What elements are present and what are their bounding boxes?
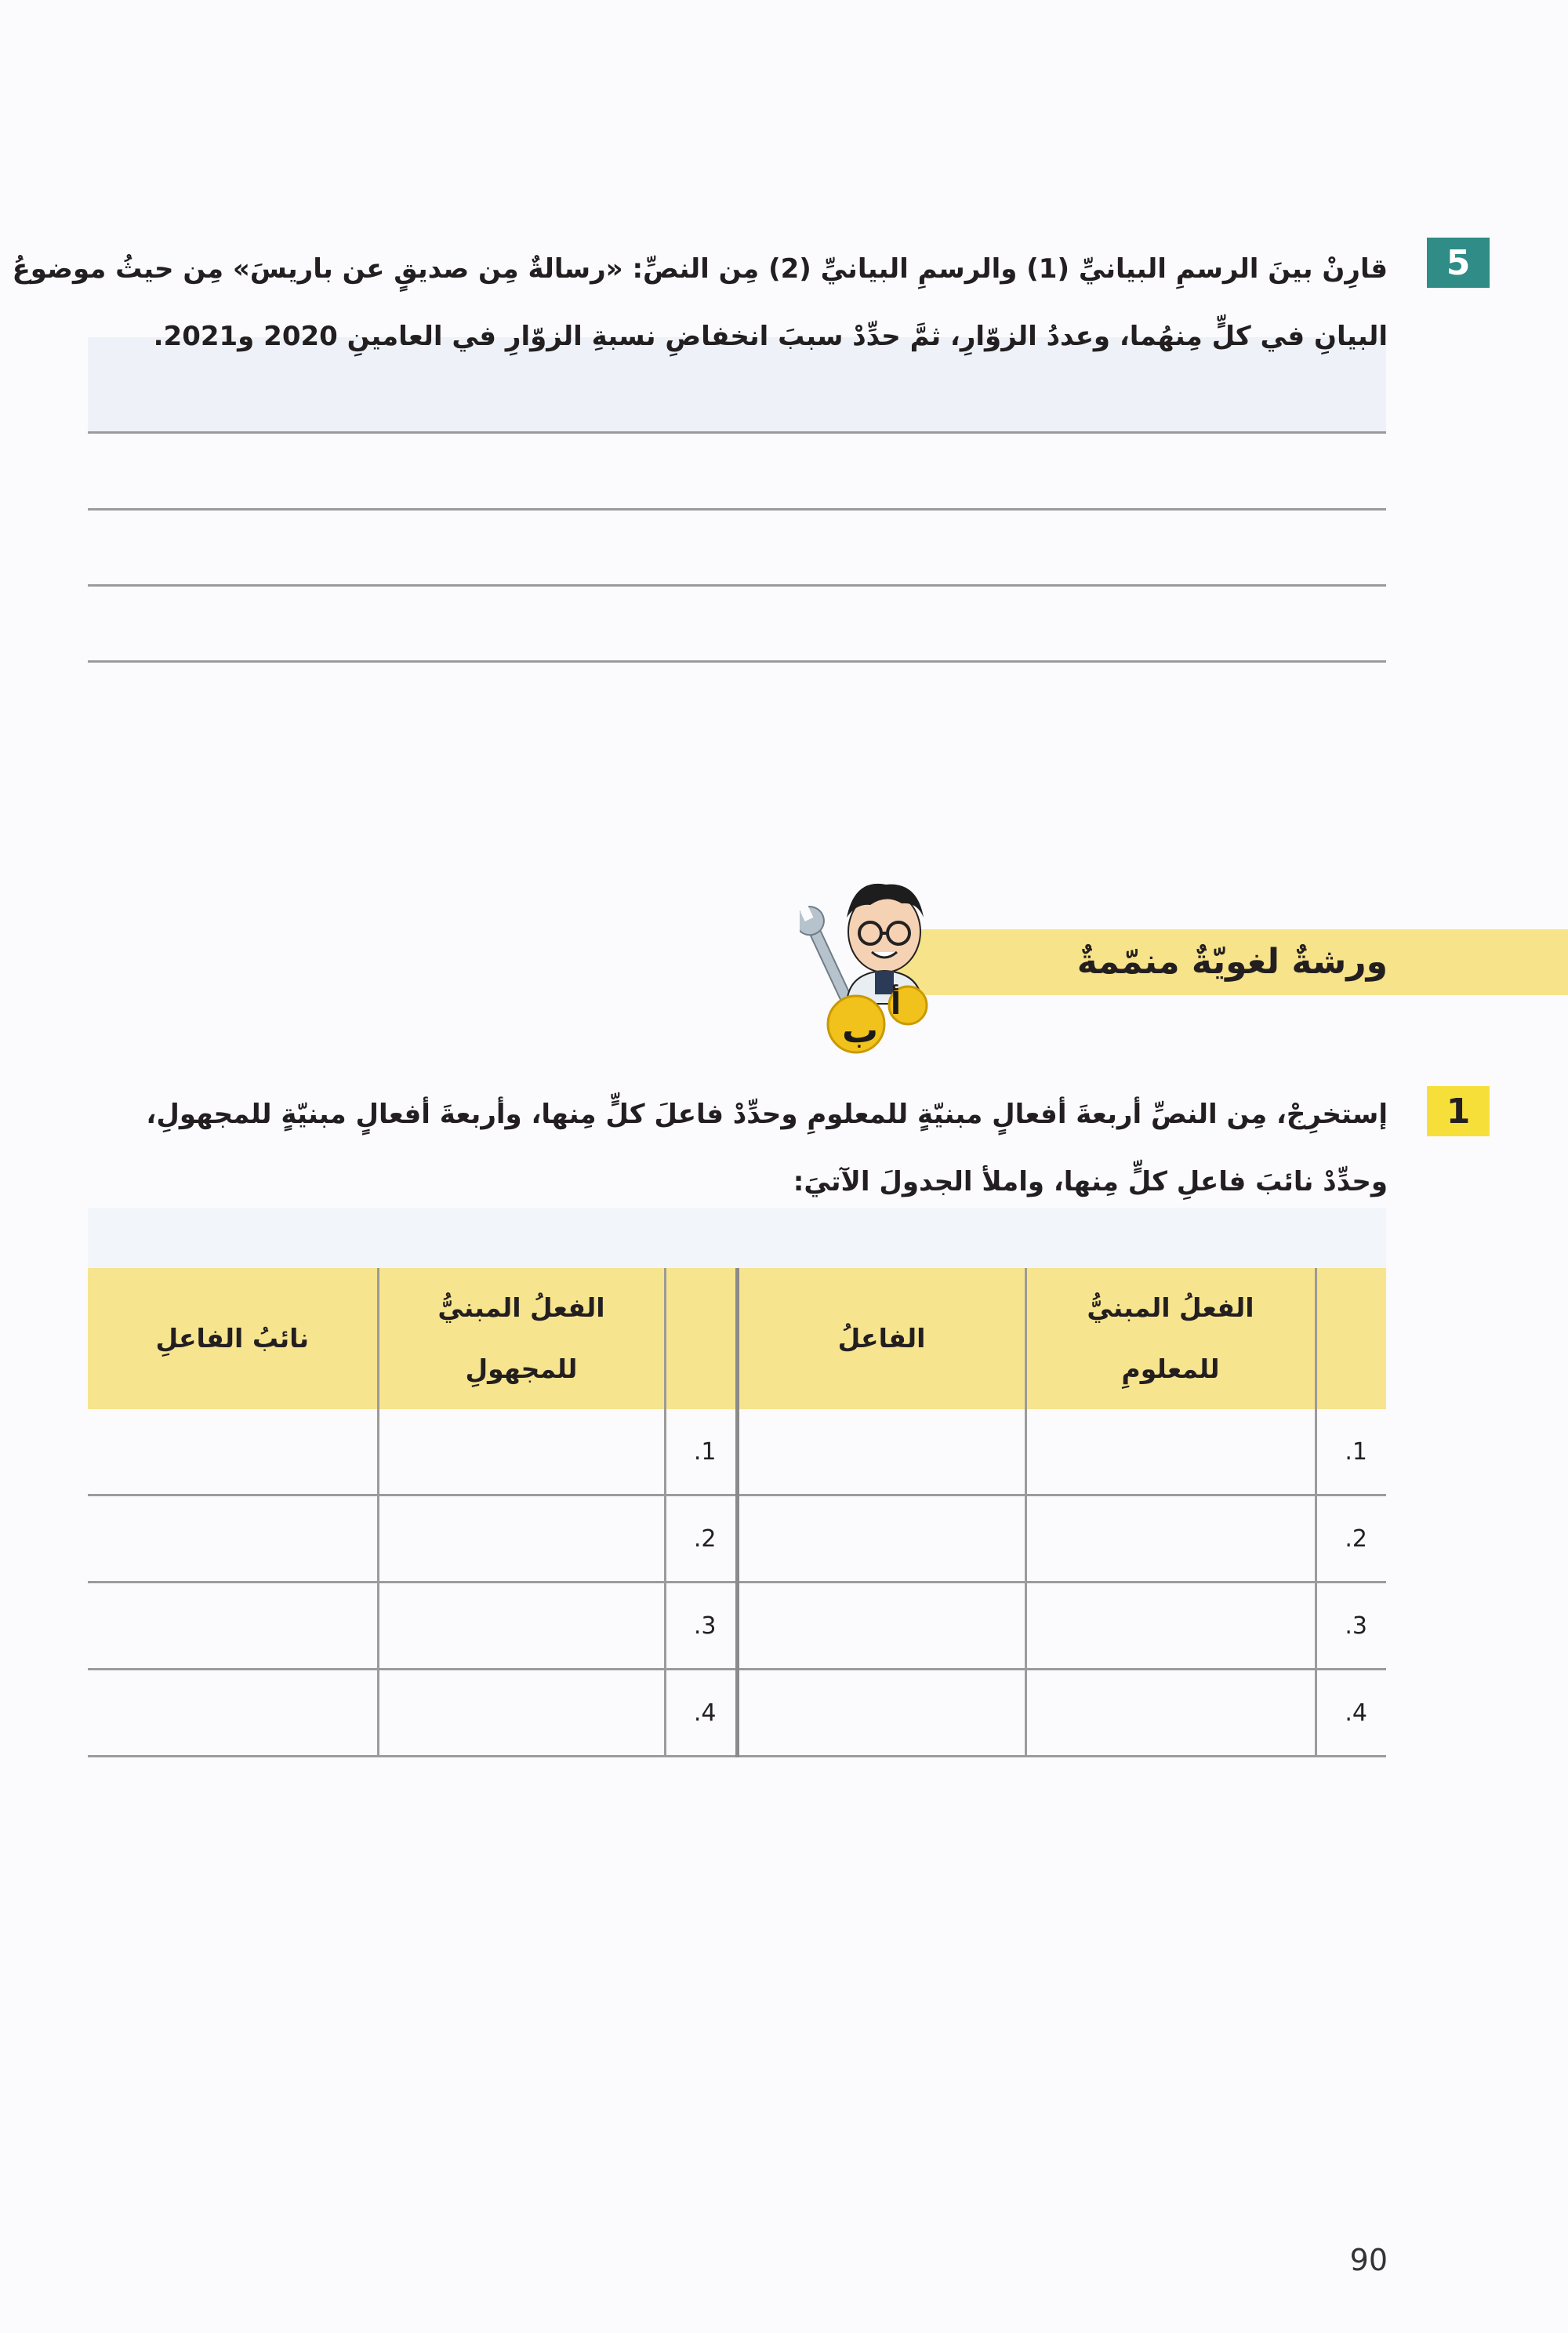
row-number-right: 4. — [1316, 1670, 1386, 1757]
header-passive-verb-line-2: للمجهولِ — [465, 1354, 578, 1384]
mascot-letter-ba: ب — [842, 1008, 879, 1051]
header-deputy-subject-label: نائبُ الفاعلِ — [155, 1323, 309, 1354]
answer-line — [88, 584, 1386, 587]
answer-line — [88, 431, 1386, 434]
row-number-right: 2. — [1316, 1495, 1386, 1583]
table-row — [88, 1409, 1386, 1495]
deputy-subject-cell[interactable] — [88, 1495, 378, 1583]
header-subject-label: الفاعلُ — [837, 1323, 926, 1354]
header-subject — [737, 1268, 1025, 1409]
table-row — [88, 1583, 1386, 1670]
header-number-cell — [665, 1268, 737, 1409]
row-number-left: 4. — [665, 1670, 737, 1757]
active-verb-cell[interactable] — [1025, 1670, 1316, 1757]
exercise-5-badge — [1427, 238, 1490, 288]
header-deputy-subject — [88, 1268, 378, 1409]
row-number-left: 1. — [665, 1409, 737, 1495]
active-verb-cell[interactable] — [1025, 1409, 1316, 1495]
exercise-5-line-1: قارِنْ بينَ الرسمِ البيانيِّ (1) والرسمِ البيانيِّ (2) مِن النصِّ: «رسالةٌ مِن صديقٍ عن باريسَ» مِن حيثُ موضوعُ — [12, 253, 1388, 285]
answer-line — [88, 660, 1386, 663]
bleed-through-block — [88, 1208, 1386, 1270]
row-number-left: 2. — [665, 1495, 737, 1583]
subject-cell[interactable] — [737, 1583, 1025, 1670]
workshop-title: ورشةٌ لغويّةٌ منمّمةٌ — [1076, 942, 1388, 982]
deputy-subject-cell[interactable] — [88, 1583, 378, 1670]
exercise-1-line-2: وحدِّدْ نائبَ فاعلِ كلٍّ مِنها، واملأ الجدولَ الآتيَ: — [793, 1166, 1388, 1197]
passive-verb-cell[interactable] — [378, 1409, 665, 1495]
exercise-1-question — [118, 1081, 1388, 1216]
header-passive-verb-line-1: الفعلُ المبنيُّ — [437, 1292, 605, 1323]
passive-verb-cell[interactable] — [378, 1670, 665, 1757]
row-number-left: 3. — [665, 1583, 737, 1670]
mascot-letter-alif: أ — [891, 987, 902, 1021]
header-active-verb-line-2: للمعلومِ — [1121, 1354, 1220, 1384]
exercise-5-question — [12, 235, 1388, 370]
row-number-right: 1. — [1316, 1409, 1386, 1495]
active-verb-cell[interactable] — [1025, 1495, 1316, 1583]
exercise-1-badge — [1427, 1086, 1490, 1136]
active-verb-cell[interactable] — [1025, 1583, 1316, 1670]
table-header-row — [88, 1268, 1386, 1409]
passive-verb-cell[interactable] — [378, 1583, 665, 1670]
header-active-verb — [1025, 1268, 1316, 1409]
table-row — [88, 1670, 1386, 1757]
deputy-subject-cell[interactable] — [88, 1670, 378, 1757]
exercise-1-number: 1 — [1446, 1091, 1471, 1132]
page-number: 90 — [1349, 2243, 1388, 2277]
header-number-cell — [1316, 1268, 1386, 1409]
header-passive-verb — [378, 1268, 665, 1409]
exercise-1-line-1: إستخرِجْ، مِن النصِّ أربعةَ أفعالٍ مبنيّةٍ للمعلومِ وحدِّدْ فاعلَ كلٍّ مِنها، وأربعةَ أفعالٍ مبنيّةٍ للمجهولِ، — [146, 1099, 1388, 1130]
mascot-illustration — [800, 870, 956, 1059]
table-row — [88, 1495, 1386, 1583]
row-number-right: 3. — [1316, 1583, 1386, 1670]
subject-cell[interactable] — [737, 1409, 1025, 1495]
exercise-5-number: 5 — [1446, 242, 1471, 283]
passive-verb-cell[interactable] — [378, 1495, 665, 1583]
subject-cell[interactable] — [737, 1495, 1025, 1583]
header-active-verb-line-1: الفعلُ المبنيُّ — [1087, 1292, 1254, 1323]
deputy-subject-cell[interactable] — [88, 1409, 378, 1495]
subject-cell[interactable] — [737, 1670, 1025, 1757]
verbs-table — [88, 1268, 1386, 1757]
answer-line — [88, 508, 1386, 511]
exercise-5-line-2: البيانِ في كلٍّ مِنهُما، وعددُ الزوّارِ، ثمَّ حدِّدْ سببَ انخفاضِ نسبةِ الزوّارِ في العامينِ 2020 و2021. — [153, 321, 1388, 352]
